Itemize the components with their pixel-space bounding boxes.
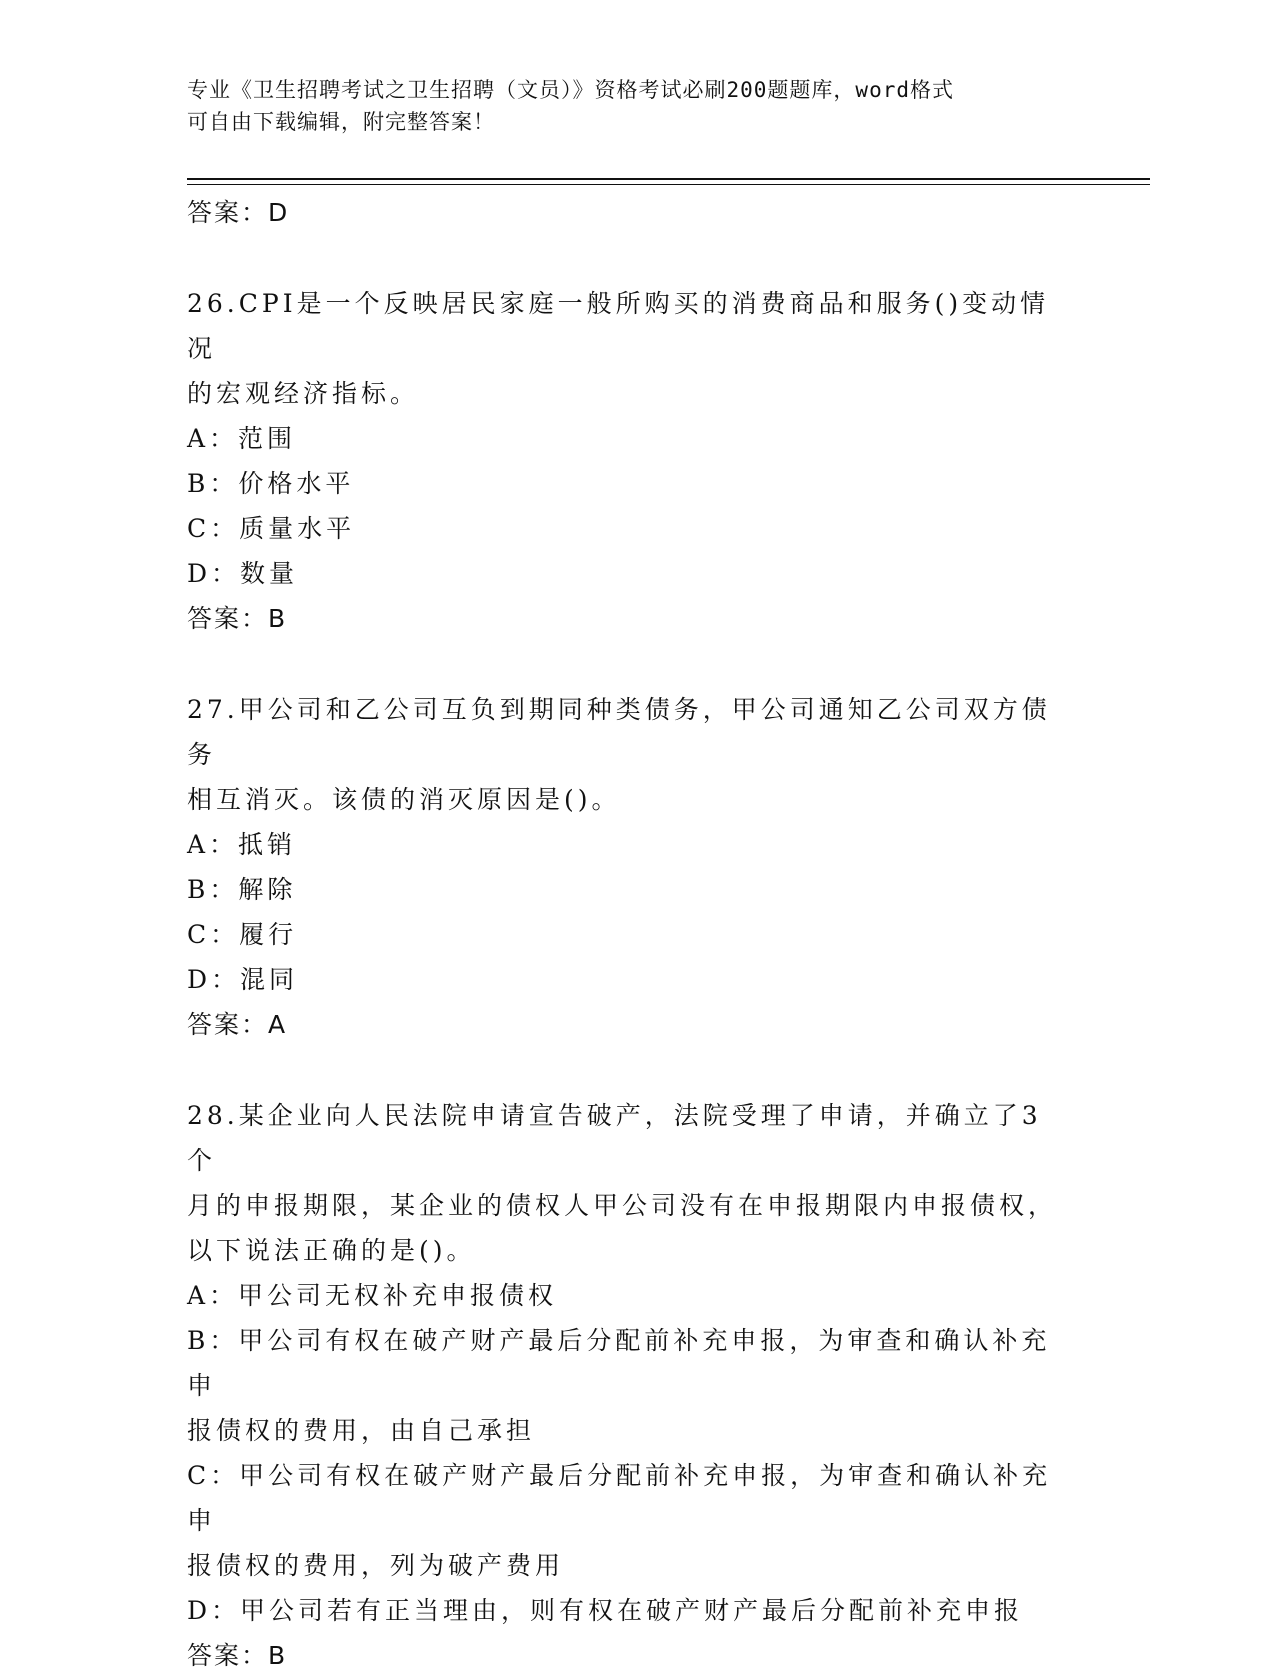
- option-d: [187, 1588, 1067, 1633]
- stem-line: 26.CPI是一个反映居民家庭一般所购买的消费商品和服务()变动情况: [187, 289, 1050, 363]
- option-text-continued: 报债权的费用，列为破产费用: [187, 1551, 565, 1580]
- option-text: C：质量水平: [187, 514, 356, 543]
- stem-line: 28.某企业向人民法院申请宣告破产，法院受理了申请，并确立了3个: [187, 1101, 1042, 1175]
- answer: 答案：A: [187, 1010, 288, 1039]
- stem-line: 以下说法正确的是()。: [187, 1236, 476, 1265]
- stem-line: 相互消灭。该债的消灭原因是()。: [187, 785, 621, 814]
- question-27: [187, 687, 1067, 1047]
- header-rule-thick: [187, 178, 1150, 180]
- option-text: B：甲公司有权在破产财产最后分配前补充申报，为审查和确认补充申: [187, 1326, 1051, 1400]
- option-text: D：混同: [187, 965, 299, 994]
- document-header: [187, 74, 1067, 138]
- option-text: D：数量: [187, 559, 299, 588]
- previous-answer: 答案：D: [187, 198, 290, 227]
- option-c: [187, 506, 1067, 551]
- option-text: B：价格水平: [187, 469, 355, 498]
- question-stem: [187, 281, 1067, 416]
- question-content: [187, 190, 1067, 1678]
- option-b: [187, 1318, 1067, 1453]
- question-28: [187, 1093, 1067, 1678]
- option-d: [187, 957, 1067, 1002]
- answer: 答案：B: [187, 604, 288, 633]
- option-a: [187, 416, 1067, 461]
- option-text: A：抵销: [187, 830, 297, 859]
- option-d: [187, 551, 1067, 596]
- header-line-2: 可自由下载编辑，附完整答案！: [187, 110, 495, 134]
- stem-line: 的宏观经济指标。: [187, 379, 420, 408]
- option-b: [187, 867, 1067, 912]
- header-line-1: 专业《卫生招聘考试之卫生招聘（文员）》资格考试必刷200题题库，word格式: [187, 78, 954, 102]
- option-text: D：甲公司若有正当理由，则有权在破产财产最后分配前补充申报: [187, 1596, 1024, 1625]
- option-text: C：甲公司有权在破产财产最后分配前补充申报，为审查和确认补充申: [187, 1461, 1052, 1535]
- header-rule-thin: [187, 184, 1150, 185]
- option-b: [187, 461, 1067, 506]
- option-text: C：履行: [187, 920, 298, 949]
- stem-line: 月的申报期限，某企业的债权人甲公司没有在申报期限内申报债权，: [187, 1191, 1058, 1220]
- option-c: [187, 1453, 1067, 1588]
- option-text-continued: 报债权的费用，由自己承担: [187, 1416, 536, 1445]
- stem-line: 27.甲公司和乙公司互负到期同种类债务，甲公司通知乙公司双方债务: [187, 695, 1051, 769]
- option-c: [187, 912, 1067, 957]
- question-26: [187, 281, 1067, 641]
- option-text: A：甲公司无权补充申报债权: [187, 1281, 558, 1310]
- answer: 答案：B: [187, 1641, 288, 1670]
- option-text: B：解除: [187, 875, 297, 904]
- option-a: [187, 1273, 1067, 1318]
- question-stem: [187, 687, 1067, 822]
- option-text: A：范围: [187, 424, 297, 453]
- option-a: [187, 822, 1067, 867]
- question-stem: [187, 1093, 1067, 1273]
